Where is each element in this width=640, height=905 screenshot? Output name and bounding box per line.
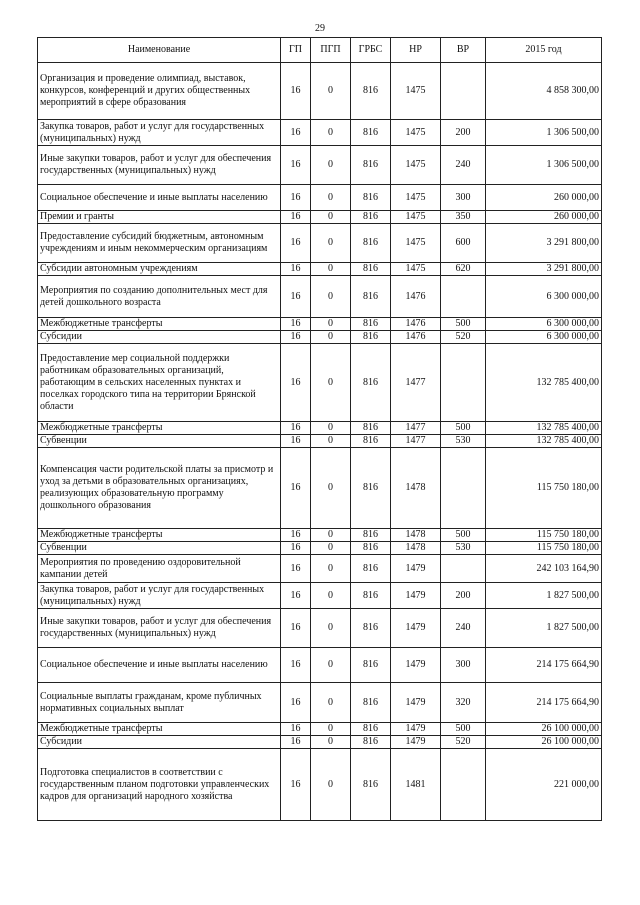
header-row [38, 38, 602, 63]
table-row [38, 276, 602, 318]
row-pgp: 0 [311, 120, 351, 146]
row-name: Субсидии [38, 736, 281, 749]
table-row [38, 723, 602, 736]
row-gp: 16 [281, 529, 311, 542]
row-pgp: 0 [311, 224, 351, 263]
row-amount: 132 785 400,00 [486, 344, 602, 422]
row-np: 1477 [391, 435, 441, 448]
row-name: Субвенции [38, 435, 281, 448]
row-amount: 242 103 164,90 [486, 555, 602, 583]
row-np: 1479 [391, 723, 441, 736]
row-np: 1479 [391, 736, 441, 749]
row-amount: 1 827 500,00 [486, 609, 602, 648]
table-row [38, 542, 602, 555]
row-gp: 16 [281, 276, 311, 318]
table-row [38, 683, 602, 723]
row-gp: 16 [281, 683, 311, 723]
row-gp: 16 [281, 318, 311, 331]
row-gp: 16 [281, 435, 311, 448]
row-name: Компенсация части родительской платы за присмотр и уход за детьми в образовательных организациях, реализующих образовательную программу дошкольного образования [38, 448, 281, 529]
row-pgp: 0 [311, 318, 351, 331]
row-grbs: 816 [351, 146, 391, 185]
row-amount: 221 000,00 [486, 749, 602, 821]
row-amount: 6 300 000,00 [486, 318, 602, 331]
row-vr: 350 [441, 211, 486, 224]
row-vr: 500 [441, 318, 486, 331]
table-row [38, 224, 602, 263]
row-amount: 3 291 800,00 [486, 263, 602, 276]
row-grbs: 816 [351, 648, 391, 683]
row-grbs: 816 [351, 555, 391, 583]
row-pgp: 0 [311, 146, 351, 185]
row-gp: 16 [281, 749, 311, 821]
table-row [38, 331, 602, 344]
row-name: Мероприятия по созданию дополнительных мест для детей дошкольного возраста [38, 276, 281, 318]
row-vr [441, 749, 486, 821]
row-pgp: 0 [311, 63, 351, 120]
row-name: Закупка товаров, работ и услуг для государственных (муниципальных) нужд [38, 583, 281, 609]
row-gp: 16 [281, 224, 311, 263]
row-amount: 26 100 000,00 [486, 736, 602, 749]
row-vr [441, 276, 486, 318]
row-amount: 132 785 400,00 [486, 422, 602, 435]
row-grbs: 816 [351, 542, 391, 555]
page-number: 29 [315, 23, 325, 34]
row-vr: 300 [441, 648, 486, 683]
table-row [38, 583, 602, 609]
row-pgp: 0 [311, 211, 351, 224]
row-pgp: 0 [311, 555, 351, 583]
row-pgp: 0 [311, 263, 351, 276]
table-row [38, 555, 602, 583]
row-name: Межбюджетные трансферты [38, 422, 281, 435]
table-row [38, 211, 602, 224]
row-vr: 320 [441, 683, 486, 723]
budget-table [37, 37, 602, 821]
row-np: 1475 [391, 146, 441, 185]
row-grbs: 816 [351, 211, 391, 224]
row-np: 1476 [391, 331, 441, 344]
row-vr: 530 [441, 435, 486, 448]
row-pgp: 0 [311, 529, 351, 542]
row-pgp: 0 [311, 276, 351, 318]
row-vr: 240 [441, 146, 486, 185]
header-name: Наименование [38, 38, 281, 63]
row-pgp: 0 [311, 723, 351, 736]
row-grbs: 816 [351, 609, 391, 648]
table-row [38, 185, 602, 211]
row-gp: 16 [281, 263, 311, 276]
row-np: 1479 [391, 583, 441, 609]
table-row [38, 609, 602, 648]
row-name: Субсидии [38, 331, 281, 344]
row-gp: 16 [281, 609, 311, 648]
table-row [38, 749, 602, 821]
row-amount: 6 300 000,00 [486, 276, 602, 318]
row-amount: 6 300 000,00 [486, 331, 602, 344]
row-vr: 600 [441, 224, 486, 263]
row-amount: 260 000,00 [486, 185, 602, 211]
row-name: Мероприятия по проведению оздоровительной кампании детей [38, 555, 281, 583]
table-row [38, 736, 602, 749]
row-grbs: 816 [351, 583, 391, 609]
row-vr: 520 [441, 331, 486, 344]
row-vr [441, 555, 486, 583]
row-np: 1478 [391, 542, 441, 555]
row-np: 1475 [391, 185, 441, 211]
header-gp: ГП [281, 38, 311, 63]
row-np: 1475 [391, 224, 441, 263]
row-name: Предоставление субсидий бюджетным, автономным учреждениям и иным некоммерческим организациям [38, 224, 281, 263]
row-grbs: 816 [351, 435, 391, 448]
row-np: 1475 [391, 263, 441, 276]
row-grbs: 816 [351, 318, 391, 331]
row-vr: 240 [441, 609, 486, 648]
row-amount: 115 750 180,00 [486, 448, 602, 529]
row-grbs: 816 [351, 331, 391, 344]
row-name: Закупка товаров, работ и услуг для государственных (муниципальных) нужд [38, 120, 281, 146]
row-vr: 500 [441, 529, 486, 542]
row-np: 1481 [391, 749, 441, 821]
row-grbs: 816 [351, 448, 391, 529]
row-amount: 214 175 664,90 [486, 648, 602, 683]
row-vr: 300 [441, 185, 486, 211]
row-vr [441, 448, 486, 529]
row-pgp: 0 [311, 609, 351, 648]
row-np: 1475 [391, 63, 441, 120]
row-name: Межбюджетные трансферты [38, 318, 281, 331]
table-row [38, 448, 602, 529]
row-amount: 214 175 664,90 [486, 683, 602, 723]
row-pgp: 0 [311, 648, 351, 683]
row-pgp: 0 [311, 448, 351, 529]
row-name: Иные закупки товаров, работ и услуг для обеспечения государственных (муниципальных) нужд [38, 146, 281, 185]
row-amount: 115 750 180,00 [486, 542, 602, 555]
row-gp: 16 [281, 146, 311, 185]
row-np: 1479 [391, 648, 441, 683]
row-np: 1478 [391, 448, 441, 529]
row-np: 1479 [391, 555, 441, 583]
row-vr: 620 [441, 263, 486, 276]
row-grbs: 816 [351, 120, 391, 146]
row-gp: 16 [281, 185, 311, 211]
row-amount: 1 306 500,00 [486, 120, 602, 146]
row-grbs: 816 [351, 63, 391, 120]
header-vr: ВР [441, 38, 486, 63]
row-vr [441, 63, 486, 120]
row-grbs: 816 [351, 683, 391, 723]
row-np: 1477 [391, 422, 441, 435]
row-gp: 16 [281, 63, 311, 120]
row-gp: 16 [281, 723, 311, 736]
row-pgp: 0 [311, 749, 351, 821]
row-pgp: 0 [311, 344, 351, 422]
row-gp: 16 [281, 648, 311, 683]
row-grbs: 816 [351, 276, 391, 318]
row-amount: 115 750 180,00 [486, 529, 602, 542]
row-grbs: 816 [351, 723, 391, 736]
row-np: 1475 [391, 120, 441, 146]
row-name: Иные закупки товаров, работ и услуг для обеспечения государственных (муниципальных) нужд [38, 609, 281, 648]
row-pgp: 0 [311, 331, 351, 344]
row-vr: 200 [441, 120, 486, 146]
row-vr: 520 [441, 736, 486, 749]
row-grbs: 816 [351, 185, 391, 211]
row-gp: 16 [281, 583, 311, 609]
table-row [38, 344, 602, 422]
row-name: Межбюджетные трансферты [38, 723, 281, 736]
row-gp: 16 [281, 555, 311, 583]
row-gp: 16 [281, 331, 311, 344]
row-gp: 16 [281, 542, 311, 555]
row-pgp: 0 [311, 185, 351, 211]
row-name: Организация и проведение олимпиад, выставок, конкурсов, конференций и других общественных мероприятий в сфере образования [38, 63, 281, 120]
table-row [38, 263, 602, 276]
row-vr: 500 [441, 723, 486, 736]
row-name: Субсидии автономным учреждениям [38, 263, 281, 276]
row-pgp: 0 [311, 542, 351, 555]
row-amount: 1 306 500,00 [486, 146, 602, 185]
row-name: Социальное обеспечение и иные выплаты населению [38, 185, 281, 211]
row-grbs: 816 [351, 344, 391, 422]
table-row [38, 422, 602, 435]
row-vr: 530 [441, 542, 486, 555]
table-row [38, 318, 602, 331]
row-np: 1476 [391, 318, 441, 331]
table-row [38, 435, 602, 448]
row-np: 1478 [391, 529, 441, 542]
row-pgp: 0 [311, 435, 351, 448]
row-grbs: 816 [351, 263, 391, 276]
row-vr [441, 344, 486, 422]
row-name: Субвенции [38, 542, 281, 555]
row-name: Социальные выплаты гражданам, кроме публичных нормативных социальных выплат [38, 683, 281, 723]
row-pgp: 0 [311, 583, 351, 609]
table-row [38, 120, 602, 146]
row-np: 1476 [391, 276, 441, 318]
row-gp: 16 [281, 344, 311, 422]
row-amount: 3 291 800,00 [486, 224, 602, 263]
table-row [38, 648, 602, 683]
row-vr: 200 [441, 583, 486, 609]
row-gp: 16 [281, 422, 311, 435]
row-pgp: 0 [311, 683, 351, 723]
header-np: НР [391, 38, 441, 63]
row-grbs: 816 [351, 749, 391, 821]
row-np: 1477 [391, 344, 441, 422]
row-name: Подготовка специалистов в соответствии с государственным планом подготовки управленческих кадров для организаций народного хозяйства [38, 749, 281, 821]
row-vr: 500 [441, 422, 486, 435]
row-amount: 260 000,00 [486, 211, 602, 224]
row-name: Социальное обеспечение и иные выплаты населению [38, 648, 281, 683]
row-amount: 1 827 500,00 [486, 583, 602, 609]
header-grbs: ГРБС [351, 38, 391, 63]
row-pgp: 0 [311, 422, 351, 435]
row-pgp: 0 [311, 736, 351, 749]
row-amount: 26 100 000,00 [486, 723, 602, 736]
table-row [38, 63, 602, 120]
row-np: 1475 [391, 211, 441, 224]
row-grbs: 816 [351, 422, 391, 435]
row-name: Предоставление мер социальной поддержки работникам образовательных организаций, работающим в сельских населенных пунктах и поселках городского типа на территории Брянской области [38, 344, 281, 422]
row-gp: 16 [281, 448, 311, 529]
row-amount: 132 785 400,00 [486, 435, 602, 448]
row-grbs: 816 [351, 529, 391, 542]
table-row [38, 529, 602, 542]
row-grbs: 816 [351, 736, 391, 749]
header-year: 2015 год [486, 38, 602, 63]
row-np: 1479 [391, 683, 441, 723]
row-name: Межбюджетные трансферты [38, 529, 281, 542]
row-amount: 4 858 300,00 [486, 63, 602, 120]
row-np: 1479 [391, 609, 441, 648]
row-gp: 16 [281, 120, 311, 146]
header-pgp: ПГП [311, 38, 351, 63]
table-row [38, 146, 602, 185]
row-gp: 16 [281, 211, 311, 224]
row-grbs: 816 [351, 224, 391, 263]
row-name: Премии и гранты [38, 211, 281, 224]
row-gp: 16 [281, 736, 311, 749]
